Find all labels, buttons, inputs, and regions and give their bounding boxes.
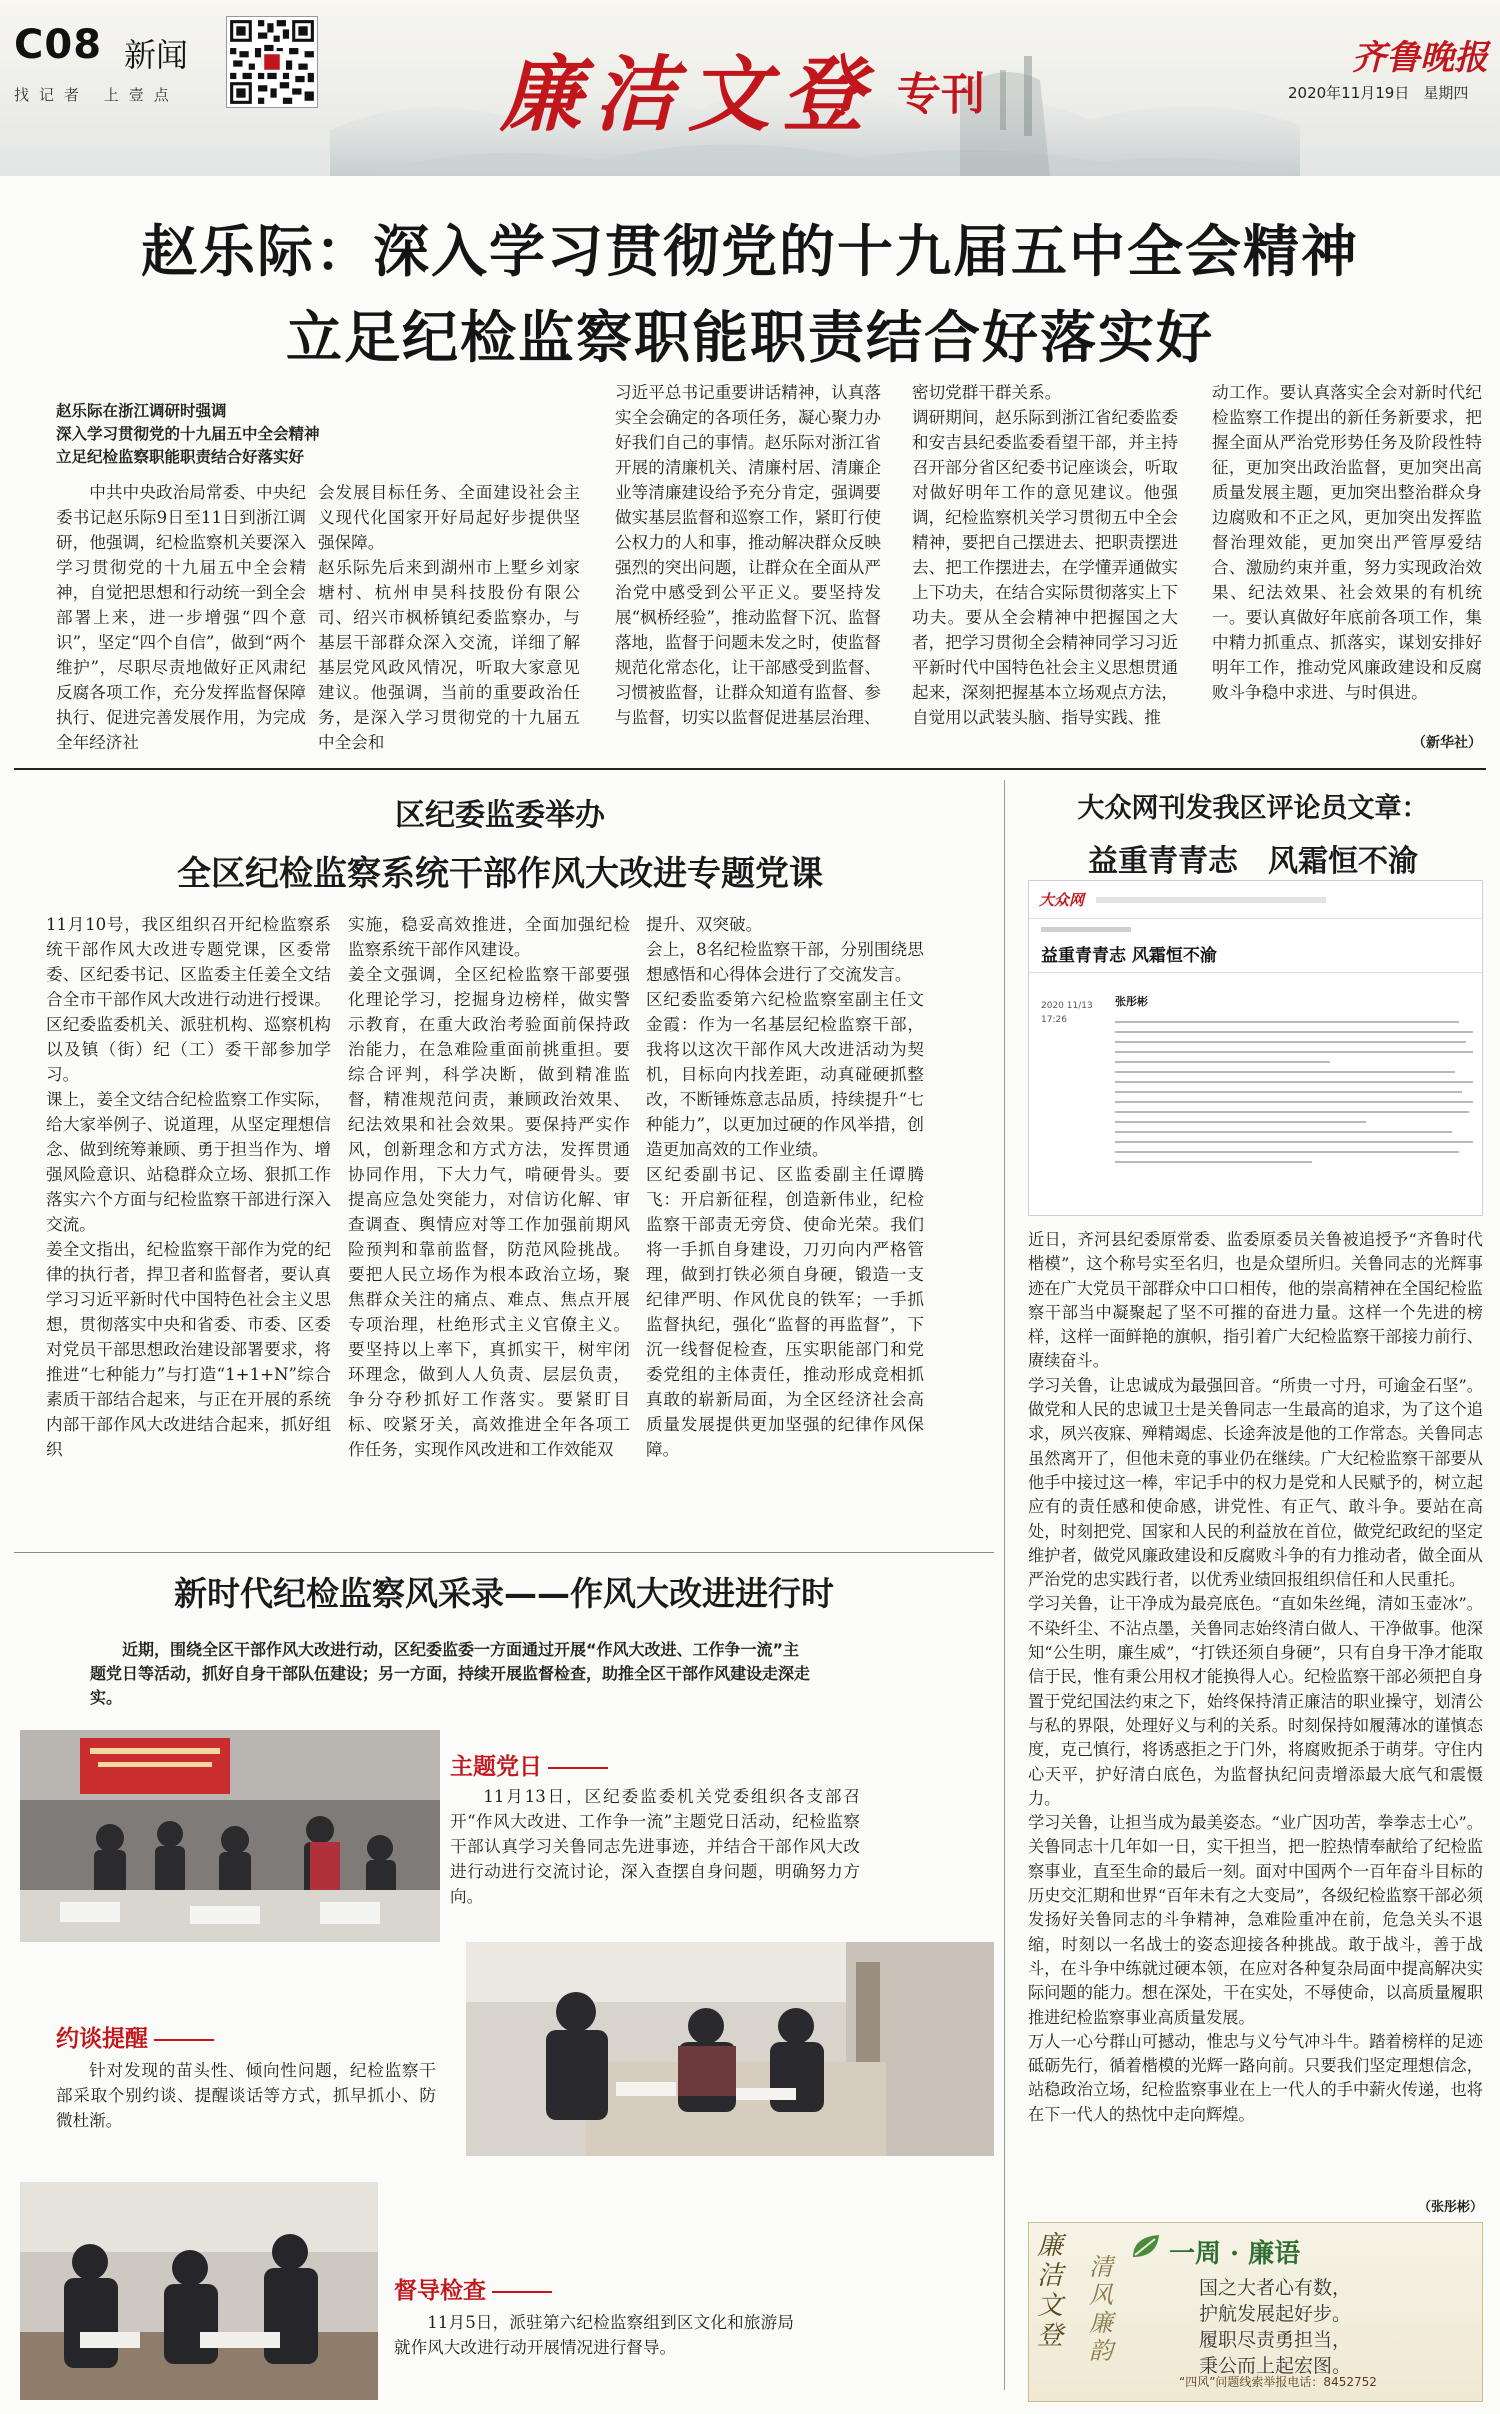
lecture-title-2: 全区纪检监察系统干部作风大改进专题党课 (177, 854, 823, 894)
motto-line-4: 秉公而上起宏图。 (1199, 2355, 1352, 2377)
lecture-column-1: 11月10号，我区组织召开纪检监察系统干部作风大改进专题党课，区委常委、区纪委书记、区监委主任姜全文结合全市干部作风大改进行动进行授课。区纪委监委机关、派驻机构、巡察机构以及镇（街）纪（工）委干部参加学习。 课上，姜全文结合纪检监察工作实际，给大家举例子、说道理，从坚定理想信念、做到统筹兼顾、勇于担当作为、增强风险意识、站稳群众立场、狠抓工作落实六个方面与纪检监察干部进行深入交流。 姜全文指出，纪检监察干部作为党的纪律的执行者，捍卫者和监督者，要认真学习习近平新时代中国特色社会主义思想，贯彻落实中央和省委、市委、区委对党员干部思想政治建设部署要求，将推进“七种能力”与打造“1+1+N”综合素质干部结合起来，与正在开展的系统内部干部作风大改进结合起来，抓好组织 (46, 915, 331, 1459)
inspection-heading: 督导检查 (394, 2272, 552, 2305)
motto-line-1: 国之大者心有数， (1199, 2277, 1352, 2299)
leaf-logo-icon (1129, 2231, 1165, 2263)
banner-subtitle: 专刊 (897, 69, 985, 120)
find-reporter-slogan: 找记者 上壹点 (14, 86, 179, 104)
issue-date: 2020年11月19日 (1288, 84, 1410, 102)
review-body: 近日，齐河县纪委原常委、监委原委员关鲁被追授予“齐鲁时代楷模”，这个称号实至名归，也是众望所归。关鲁同志的光辉事迹在广大党员干部群众中口口相传，他的崇高精神在全国纪检监察干部当中凝聚起了坚不可摧的奋进力量。这样一个先进的榜样，这样一面鲜艳的旗帜，指引着广大纪检监察干部接力前行、赓续奋斗。 学习关鲁，让忠诚成为最强回音。“所贵一寸丹，可逾金石坚”。做党和人民的忠诚卫士是关鲁同志一生最高的追求，为了这个追求，夙兴夜寐、殚精竭虑、长途奔波是他的工作常态。关鲁同志虽然离开了，但他未竟的事业仍在继续。广大纪检监察干部要从他手中接过这一棒，牢记手中的权力是党和人民赋予的，树立起应有的责任感和使命感，讲党性、有正气、敢斗争。要站在高处，时刻把党、国家和人民的利益放在首位，做党纪政纪的坚定维护者，做党风廉政建设和反腐败斗争的有力推动者，做全面从严治党的忠实践行者，以优秀业绩回报组织信任和人民重托。 学习关鲁，让干净成为最亮底色。“直如朱丝绳，清如玉壶冰”。不染纤尘、不沾点墨，关鲁同志始终清白做人、干净做事。他深知“公生明，廉生威”，“打铁还须自身硬”，只有自身干净才能取信于民，惟有秉公用权才能换得人心。纪检监察干部必须把自身置于党纪国法约束之下，始终保持清正廉洁的职业操守，划清公与私的界限，处理好义与利的关系。时刻保持如履薄冰的谨慎态度，克己慎行，将诱惑拒之于门外，将腐败扼杀于萌芽。守住内心天平，护好清白底色，为监督执纪问责增添最大底气和震慑力。 学习关鲁，让担当成为最美姿态。“业广因功苦，拳拳志士心”。关鲁同志十几年如一日，实干担当，把一腔热情奉献给了纪检监察事业，直至生命的最后一刻。面对中国两个一百年奋斗目标的历史交汇期和世界“百年未有之大变局”，各级纪检监察干部必须发扬好关鲁同志的斗争精神，急难险重冲在前，危急关头不退缩，时刻以一名战士的姿态迎接各种挑战。敢于战斗，善于战斗，在斗争中练就过硬本领，在应对各种复杂局面中提高解决实际问题的能力。想在深处，干在实处，不辱使命，以高质量履职推进纪检监察事业高质量发展。 万人一心兮群山可撼动，惟忠与义兮气冲斗牛。踏着榜样的足迹砥砺先行，循着楷模的光辉一路向前。只要我们坚定理想信念，站稳政治立场，纪检监察事业在上一代人的手中薪火传递，也将在下一代人的热忱中走向辉煌。 (1028, 1230, 1483, 2124)
lecture-column-3: 提升、双突破。 会上，8名纪检监察干部，分别围绕思想感悟和心得体会进行了交流发言。 区纪委监委第六纪检监察室副主任文金霞：作为一名基层纪检监察干部，我将以这次干部作风大改进活动为契机，目标向内找差距，动真碰硬抓整改，不断锤炼意志品质，持续提升“七种能力”，以更加过硬的作风举措，创造更加高效的工作业绩。 区纪委副书记、区监委副主任谭腾飞：开启新征程，创造新伟业，纪检监察干部责无旁贷、使命光荣。我们将一手抓自身建设，刀刃向内严格管理，做到打铁必须自身硬，锻造一支纪律严明、作风优良的铁军；一手抓监督执纪，强化“监督的再监督”，下沉一线督促检查，压实职能部门和党委党组的主体责任，推动形成竞相抓真敢的崭新局面，为全区经济社会高质量发展提供更加坚强的纪律作风保障。 (646, 915, 924, 1459)
section-name: 新闻 (124, 36, 189, 74)
lead-headline-line-1: 赵乐际：深入学习贯彻党的十九届五中全会精神 (141, 220, 1359, 285)
review-title-1: 大众网刊发我区评论员文章： (1077, 793, 1429, 824)
website-breadcrumb (1029, 919, 1482, 941)
newspaper-logo: 齐鲁晚报 (1352, 38, 1488, 78)
website-screenshot (1028, 880, 1483, 1216)
lead-subtitle-2: 深入学习贯彻党的十九届五中全会精神 (56, 425, 320, 443)
qr-code-icon (226, 16, 318, 108)
section-divider-top (14, 768, 1486, 770)
talk-reminder-heading: 约谈提醒 (56, 2020, 214, 2053)
review-credit: （张彤彬） (1417, 2200, 1483, 2215)
inspection-text: 11月5日，派驻第六纪检监察组到区文化和旅游局就作风大改进行动开展情况进行督导。 (394, 2313, 794, 2357)
column-divider (1004, 780, 1005, 2390)
website-logo: 大众网 (1039, 891, 1085, 909)
review-title-2: 益重青青志 风霜恒不渝 (1088, 844, 1418, 879)
party-day-text: 11月13日，区纪委监委机关党委组织各支部召开“作风大改进、工作争一流”主题党日活动，纪检监察干部认真学习关鲁同志先进事迹，并结合干部作风大改进行动进行交流讨论，深入查摆自身问题，明确努力方向。 (450, 1787, 860, 1906)
party-day-photo (20, 1730, 440, 1942)
section-divider-middle (14, 1552, 994, 1553)
motto-vertical-text: 廉洁文登 (1037, 2231, 1064, 2351)
website-article-author: 张彤彬 (1115, 995, 1148, 1008)
feature-intro: 近期，围绕全区干部作风大改进行动，区纪委监委一方面通过开展“作风大改进、工作争一流”主题党日等活动，抓好自身干部队伍建设；另一方面，持续开展监督检查，助推全区干部作风建设走深走实。 (90, 1640, 811, 1707)
lead-headline-line-2: 立足纪检监察职能职责结合好落实好 (286, 306, 1214, 371)
issue-weekday: 星期四 (1423, 84, 1469, 102)
lead-column-2: 会发展目标任务、全面建设社会主义现代化国家开好局起好步提供坚强保障。 赵乐际先后来到湖州市上墅乡刘家塘村、杭州申昊科技股份有限公司、绍兴市枫桥镇纪委监察办，与基层干部群众深入交流，详细了解基层党风政风情况，听取大家意见建议。他强调，当前的重要政治任务，是深入学习贯彻党的十九届五中全会和 (318, 483, 580, 752)
lead-column-1: 中共中央政治局常委、中央纪委书记赵乐际9日至11日到浙江调研，他强调，纪检监察机关要深入学习贯彻党的十九届五中全会精神，自觉把思想和行动统一到全会部署上来，进一步增强“四个意识”，坚定“四个自信”，做到“两个维护”，尽职尽责地做好正风肃纪反腐各项工作，充分发挥监督保障执行、促进完善发展作用，为完成全年经济社 (56, 483, 306, 752)
banner-title: 廉洁文登 (500, 47, 876, 143)
website-header (1029, 881, 1482, 919)
motto-line-3: 履职尽责勇担当， (1199, 2329, 1352, 2351)
inspection-photo (20, 2182, 378, 2400)
motto-vertical-text-2: 清风廉韵 (1089, 2253, 1113, 2365)
lead-subtitle-1: 赵乐际在浙江调研时强调 (56, 402, 227, 420)
website-article-date: 2020 11/13 17:26 (1041, 1001, 1093, 1025)
motto-line-2: 护航发展起好步。 (1199, 2303, 1352, 2325)
masthead (0, 0, 1500, 176)
lead-column-5: 动工作。要认真落实全会对新时代纪检监察工作提出的新任务新要求，把握全面从严治党形势任务及阶段性特征，更加突出政治监督，更加突出高质量发展主题，更加突出整治群众身边腐败和不正之风，更加突出发挥监督治理效能，更加突出严管厚爱结合、激励约束并重，努力实现政治效果、纪法效果、社会效果的有机统一。要认真做好年底前各项工作，集中精力抓重点、抓落实，谋划安排好明年工作，推动党风廉政建设和反腐败斗争稳中求进、与时俱进。 (1212, 383, 1482, 702)
talk-reminder-text: 针对发现的苗头性、倾向性问题，纪检监察干部采取个别约谈、提醒谈话等方式，抓早抓小、防微杜渐。 (56, 2061, 436, 2130)
party-day-heading: 主题党日 (450, 1748, 608, 1781)
talk-reminder-photo (466, 1942, 994, 2156)
weekly-motto-box (1028, 2222, 1483, 2402)
lead-column-3: 习近平总书记重要讲话精神，认真落实全会确定的各项任务，凝心聚力办好我们自己的事情。赵乐际对浙江省开展的清廉机关、清廉村居、清廉企业等清廉建设给予充分肯定，强调要做实基层监督和巡察工作，紧盯行使公权力的人和事，推动解决群众反映强烈的突出问题，让群众在全面从严治党中感受到公平正义。要坚持发展“枫桥经验”，推动监督下沉、监督落地，监督于问题未发之时，使监督规范化常态化，让干部感受到监督、习惯被监督，让群众知道有监督、参与监督，切实以监督促进基层治理、 (615, 383, 881, 727)
page-number: C08 (14, 22, 103, 68)
hotline-text: “四风”问题线索举报电话：8452752 (1179, 2375, 1377, 2389)
motto-heading: 一周 · 廉语 (1169, 2239, 1301, 2269)
website-article-body (1115, 1013, 1473, 1213)
lecture-title-1: 区纪委监委举办 (395, 798, 605, 833)
lead-subtitle-3: 立足纪检监察职能职责结合好落实好 (56, 448, 305, 466)
website-article-title: 益重青青志 风霜恒不渝 (1029, 941, 1482, 973)
lead-column-4: 密切党群干群关系。 调研期间，赵乐际到浙江省纪委监委和安吉县纪委监委看望干部，并主持召开部分省区纪委书记座谈会，听取对做好明年工作的意见建议。他强调，纪检监察机关学习贯彻五中全会精神，要把自己摆进去、把职责摆进去、把工作摆进去，在学懂弄通做实上下功夫，在结合实际贯彻落实上下功夫。要从全会精神中把握国之大者，把学习贯彻全会精神同学习习近平新时代中国特色社会主义思想贯通起来，深刻把握基本立场观点方法，自觉用以武装头脑、指导实践、推 (912, 383, 1178, 727)
lead-credit: （新华社） (1412, 735, 1482, 751)
lead-subtitle-block (56, 400, 356, 469)
feature-title: 新时代纪检监察风采录——作风大改进进行时 (174, 1574, 834, 1613)
lecture-column-2: 实施，稳妥高效推进，全面加强纪检监察系统干部作风建设。 姜全文强调，全区纪检监察干部要强化理论学习，挖掘身边榜样，做实警示教育，在重大政治考验面前保持政治能力，在急难险重面前挑重担。要综合评判，科学决断，做到精准监督，精准规范问责，兼顾政治效果、纪法效果和社会效果。要保持严实作风，创新理念和方式方法，发挥贯通协同作用，下大力气，啃硬骨头。要提高应急处突能力，对信访化解、审查调查、舆情应对等工作加强前期风险预判和靠前监督，防范风险挑战。要把人民立场作为根本政治立场，聚焦群众关注的痛点、难点、焦点开展专项治理，杜绝形式主义官僚主义。要坚持以上率下，真抓实干，树牢闭环理念，做到人人负责、层层负责，争分夺秒抓好工作落实。要紧盯目标、咬紧牙关，高效推进全年各项工作任务，实现作风改进和工作效能双 (348, 915, 630, 1459)
issue-date-line (1288, 82, 1468, 103)
